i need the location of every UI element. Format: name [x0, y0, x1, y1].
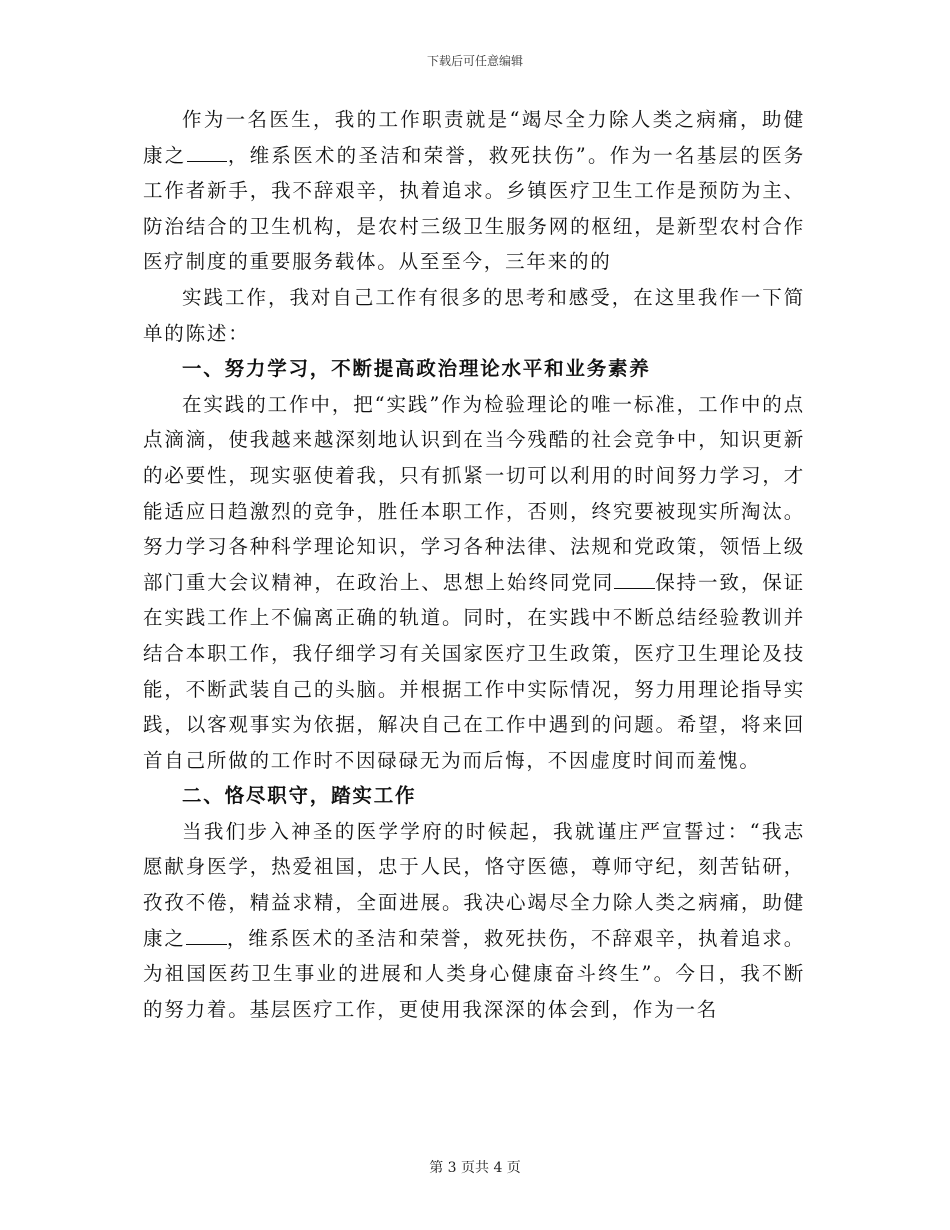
fill-blank	[614, 568, 655, 589]
paragraph-intro	[143, 102, 805, 280]
paragraph-text: 保持一致，保证在实践工作上不偏离正确的轨道。同时，在实践中不断总结经验教训并结合本职工作，我仔细学习有关国家医疗卫生政策，医疗卫生理论及技能，不断武装自己的头脑。并根据工作中实际情况，努力用理论指导实践，以客观事实为依据，解决自己在工作中遇到的问题。希望，将来回首自己所做的工作时不因碌碌无为而后悔，不因虚度时间而羞愧。	[143, 570, 805, 772]
paragraph-text: ，维系医术的圣洁和荣誉，救死扶伤，不辞艰辛，执着追求。为祖国医药卫生事业的进展和人类身心健康奋斗终生”。今日，我不断的努力着。基层医疗工作，更使用我深深的体会到，作为一名	[143, 926, 805, 1021]
page-header-note: 下载后可任意编辑	[426, 54, 523, 68]
fill-blank	[186, 924, 227, 945]
paragraph-study	[143, 387, 805, 779]
page-number: 第 3 页共 4 页	[429, 1160, 521, 1176]
paragraph-text: 作为一名医生，我的工作职责就是“竭尽全力除人类之病痛，助健康之	[143, 108, 805, 167]
fill-blank	[187, 141, 228, 162]
section-heading-1: 一、努力学习，不断提高政治理论水平和业务素养	[182, 357, 651, 381]
section-heading-2: 二、恪尽职守，踏实工作	[182, 784, 417, 808]
paragraph-oath	[143, 814, 805, 1028]
paragraph-text: ，维系医术的圣洁和荣誉，救死扶伤”。作为一名基层的医务工作者新手，我不辞艰辛，执着追求。乡镇医疗卫生工作是预防为主、防治结合的卫生机构，是农村三级卫生服务网的枢纽，是新型农村合作医疗制度的重要服务载体。从至至今，三年来的的	[143, 143, 805, 274]
paragraph-text: 当我们步入神圣的医学学府的时候起，我就谨庄严宣誓过：“我志愿献身医学，热爱祖国，忠于人民，恪守医德，尊师守纪，刻苦钻研，孜孜不倦，精益求精，全面进展。我决心竭尽全力除人类之病痛，助健康之	[143, 819, 805, 950]
paragraph-text: 在实践的工作中，把“实践”作为检验理论的唯一标准，工作中的点点滴滴，使我越来越深刻地认识到在当今残酷的社会竞争中，知识更新的必要性，现实驱使着我，只有抓紧一切可以利用的时间努力学习，才能适应日趋激烈的竞争，胜任本职工作，否则，终究要被现实所淘汰。努力学习各种科学理论知识，学习各种法律、法规和党政策，领悟上级部门重大会议精神，在政治上、思想上始终同党同	[143, 392, 805, 594]
document-body	[143, 102, 805, 1027]
paragraph-practice: 实践工作，我对自己工作有很多的思考和感受，在这里我作一下简单的陈述：	[143, 285, 805, 345]
